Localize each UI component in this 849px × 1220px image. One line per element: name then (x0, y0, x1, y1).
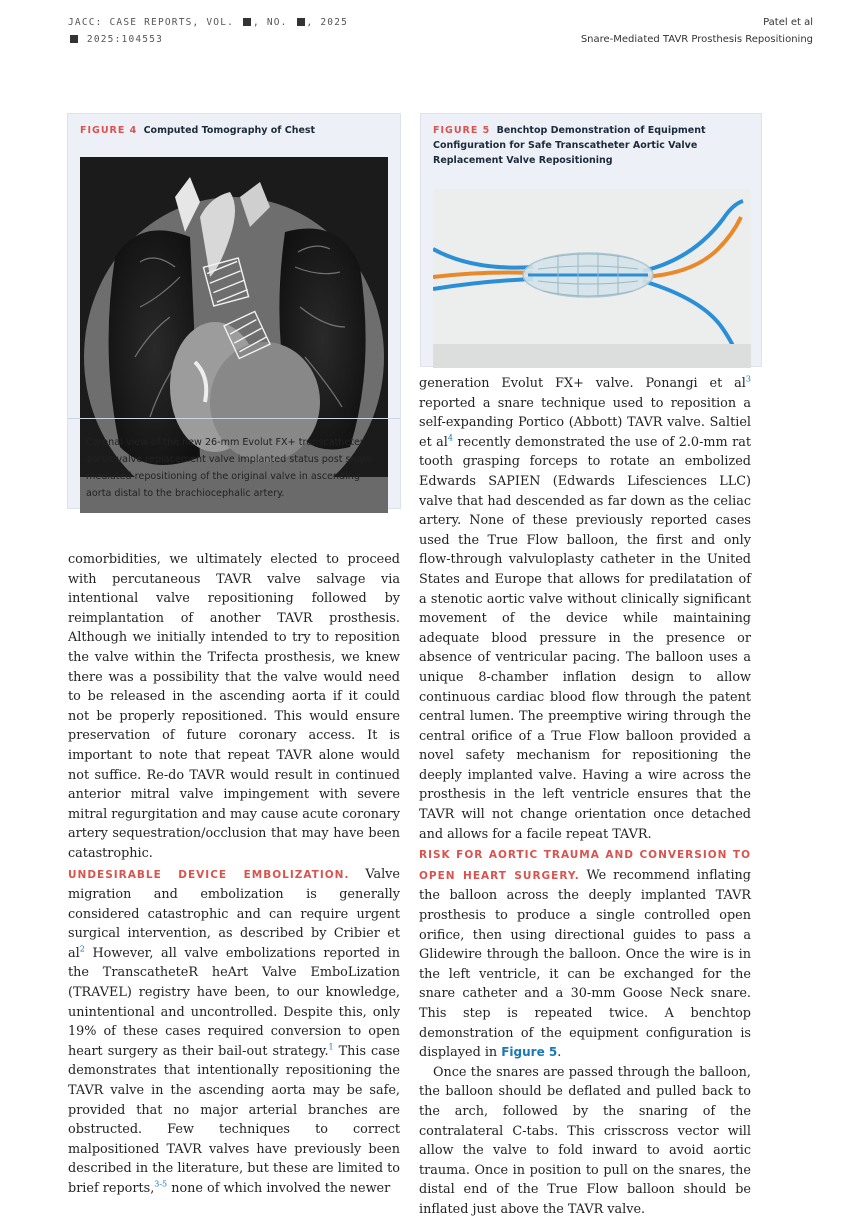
figure-4-caption: Coronal view of the new 26-mm Evolut FX+ transcatheter aortic valve replacement valve implanted status post snare-mediated repositioning of the original valve in ascending aorta distal to the brachiocephalic artery. (86, 437, 376, 499)
figure-5-link[interactable]: Figure 5 (501, 1045, 558, 1060)
figure-5 (420, 113, 762, 367)
article-id: 2025:104553 (86, 34, 164, 45)
running-header-article (581, 14, 813, 48)
section-heading: RISK FOR AORTIC TRAUMA AND CONVERSION TO OPEN HEART SURGERY. (419, 849, 751, 882)
figure-5-title: FIGURE 5 Benchtop Demonstration of Equipment Configuration for Safe Transcatheter Aortic Valve Replacement Valve Repositioning (433, 125, 706, 166)
figure-4-divider (68, 418, 400, 419)
running-header-journal: JACC: CASE REPORTS, VOL. , NO. , 2025 2025:104553 (68, 17, 349, 45)
benchtop-photo (433, 189, 751, 368)
paragraph: RISK FOR AORTIC TRAUMA AND CONVERSION TO OPEN HEART SURGERY. We recommend inflating the balloon across the deeply implanted TAVR prosthesis to produce a single controlled open orifice, then using directional guides to pass a Glidewire through the balloon. Once the wire is in the left ventricle, it can be exchanged for the snare catheter and a 30-mm Goose Neck snare. This step is repeated twice. A benchtop demonstration of the equipment configuration is displayed in Figure 5. (419, 849, 751, 1061)
citation-link[interactable]: 3-5 (154, 1179, 168, 1189)
balloon-catheter-graphic (433, 189, 751, 368)
section-heading: UNDESIRABLE DEVICE EMBOLIZATION. (68, 868, 350, 881)
figure-4-title: FIGURE 4 Computed Tomography of Chest (80, 125, 316, 136)
figure-4 (67, 113, 401, 509)
short-title: Snare-Mediated TAVR Prosthesis Repositioning (580, 34, 813, 45)
paragraph: UNDESIRABLE DEVICE EMBOLIZATION. Valve migration and embolization is generally considered catastrophic and can require urgent surgical intervention, as described by Cribier et al$^2$ However, all valve embolizations reported in the TranscatheteR heArt Valve EmboLization (TRAVEL) registry have been, to our knowledge, unintentional and uncontrolled. Despite this, only 19% of these cases required conversion to open heart surgery as their bail-out strategy.$^1$ This case demonstrates that intentionally repositioning the TAVR valve in the ascending aorta may be safe, provided that no major arterial branches are obstructed. Few techniques to correct malpositioned TAVR valves have previously been described in the literature, but these are limited to brief reports,$^{3-5}$ none of which involved the newer (68, 866, 400, 1196)
body-column-right (419, 374, 751, 1220)
paragraph: Once the snares are passed through the balloon, the balloon should be deflated and pulled back to the arch, followed by the snaring of the contralateral C-tabs. This crisscross vector will allow the valve to fold inward to avoid aortic trauma. Once in position to pull on the snares, the distal end of the True Flow balloon should be inflated just above the TAVR valve. (419, 1064, 751, 1217)
citation-link[interactable]: 4 (447, 433, 453, 443)
citation-link[interactable]: 2 (79, 944, 85, 954)
author-line: Patel et al (763, 17, 813, 28)
paragraph: comorbidities, we ultimately elected to proceed with percutaneous TAVR valve salvage via intentional valve repositioning followed by reimplantation of another TAVR prosthesis. Although we initially intended to try to reposition the valve within the Trifecta prosthesis, we knew there was a possibility that the valve would need to be released in the ascending aorta if it could not be properly repositioned. This would ensure preservation of future coronary access. It is important to note that repeat TAVR alone would not suffice. Re-do TAVR would result in continued anterior mitral valve impingement with severe mitral regurgitation and may cause acute coronary artery sequestration/occlusion that may have been catastrophic. (68, 552, 400, 861)
paragraph: generation Evolut FX+ valve. Ponangi et al$^3$ reported a snare technique used to reposition a self-expanding Portico (Abbott) TAVR valve. Saltiel et al$^4$ recently demonstrated the use of 2.0-mm rat tooth grasping forceps to rotate an embolized Edwards SAPIEN (Edwards Lifesciences LLC) valve that had descended as far down as the celiac artery. None of these previously reported cases used the True Flow balloon, the first and only flow-through valvuloplasty catheter in the United States and Europe that allows for predilatation of a stenotic aortic valve without clinically significant movement of the device while maintaining adequate blood pressure in the presence or absence of ventricular pacing. The balloon uses a unique 8-chamber inflation design to allow continuous cardiac blood flow through the patent central lumen. The preemptive wiring through the central orifice of a True Flow balloon provided a novel safety mechanism for repositioning the deeply implanted valve. Having a wire across the prosthesis in the left ventricle ensures that the TAVR will not change orientation once detached and allows for a facile repeat TAVR. (419, 374, 751, 842)
citation-link[interactable]: 1 (328, 1042, 334, 1052)
body-column-left (68, 550, 400, 1199)
citation-link[interactable]: 3 (745, 374, 751, 384)
